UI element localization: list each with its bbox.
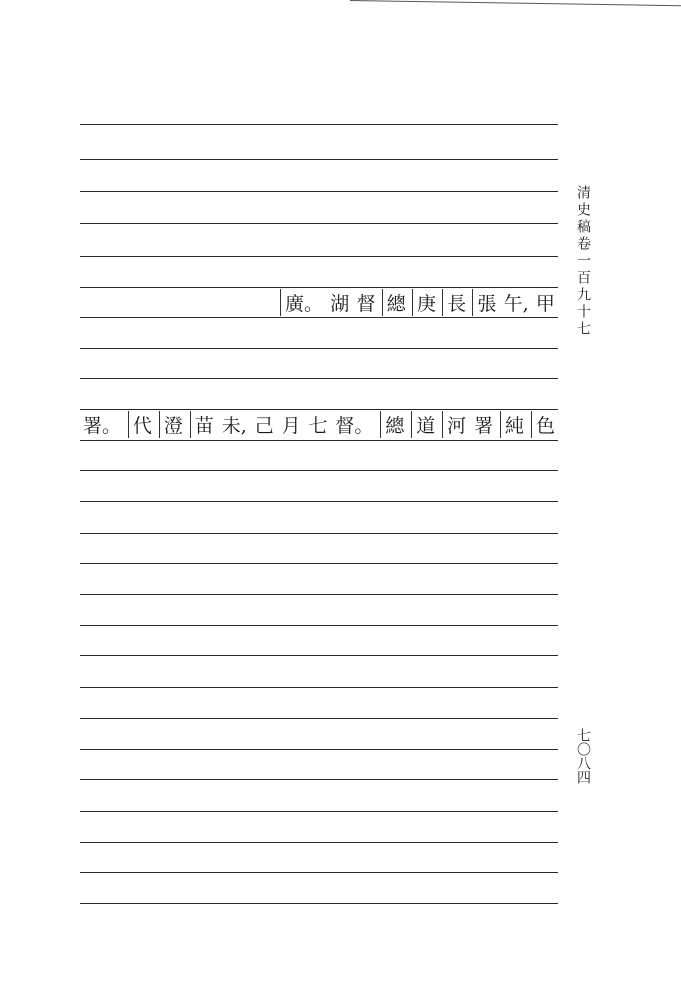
ruled-line (80, 594, 558, 595)
ruled-line (80, 842, 558, 843)
table-cell-char: 月 (281, 414, 301, 437)
table-cell-char: 廣。 (280, 289, 324, 316)
table-cell-char: 署。 (83, 414, 122, 437)
page-number: 七〇八四 (575, 728, 591, 784)
ruled-line (80, 256, 558, 257)
ruled-line (80, 811, 558, 812)
page-top-edge (350, 0, 681, 6)
table-cell-char: 張 (472, 289, 497, 316)
ruled-line (80, 501, 558, 502)
table-cell-char: 長 (442, 289, 467, 316)
table-cell-char: 督。 (335, 414, 374, 437)
table-cell-char: 七 (308, 414, 328, 437)
ruled-line (80, 378, 558, 379)
ruled-line (80, 563, 558, 564)
ruled-line (80, 191, 558, 192)
ruled-line (80, 124, 558, 125)
table-cell-char: 己 (254, 414, 274, 437)
table-cell-char: 總 (380, 411, 405, 438)
ruled-line (80, 872, 558, 873)
table-cell-char: 總 (382, 289, 407, 316)
ruled-line (80, 348, 558, 349)
ruled-line (80, 779, 558, 780)
table-cell-char: 代 (128, 411, 153, 438)
table-cell-char: 甲 (535, 292, 555, 315)
ruled-line (80, 903, 558, 904)
table-cell-char: 色 (531, 411, 556, 438)
ruled-line (80, 718, 558, 719)
table-cell-char: 苗 (190, 411, 215, 438)
ruled-line (80, 625, 558, 626)
ruled-line (80, 470, 558, 471)
table-cell-char: 純 (500, 411, 525, 438)
table-row-1 (280, 287, 556, 317)
table-cell-char: 湖 (330, 292, 350, 315)
ruled-line (80, 533, 558, 534)
ruled-line (80, 655, 558, 656)
table-cell-char: 午, (503, 292, 529, 315)
table-row-2 (82, 409, 556, 439)
table-cell-char: 署 (474, 414, 494, 437)
ruled-line (80, 687, 558, 688)
table-cell-char: 庚 (412, 289, 437, 316)
table-cell-char: 河 (442, 411, 467, 438)
ruled-line (80, 223, 558, 224)
book-title: 清史稿卷一百九十七 (575, 185, 591, 338)
table-cell-char: 澄 (159, 411, 184, 438)
table-cell-char: 未, (221, 414, 247, 437)
ruled-line (80, 317, 558, 318)
table-cell-char: 道 (411, 411, 436, 438)
ruled-line (80, 440, 558, 441)
ruled-line (80, 159, 558, 160)
table-cell-char: 督 (356, 292, 376, 315)
ruled-line (80, 749, 558, 750)
